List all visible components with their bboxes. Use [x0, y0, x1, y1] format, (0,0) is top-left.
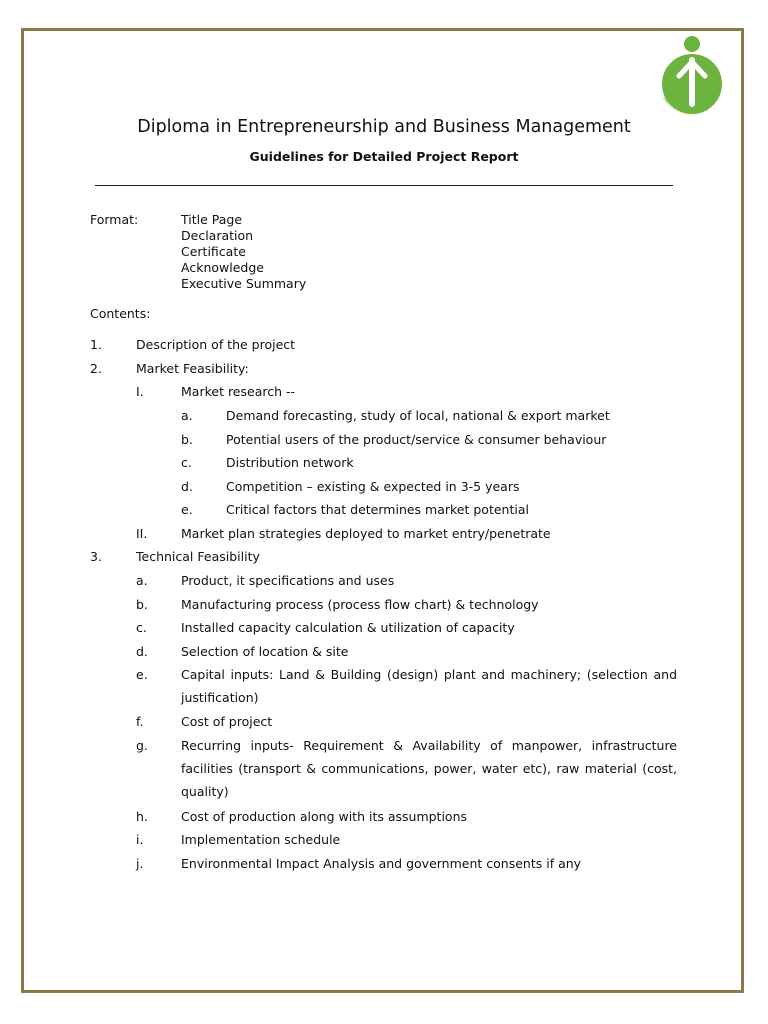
- item-text: Demand forecasting, study of local, national & export market: [226, 408, 610, 423]
- document-subtitle: Guidelines for Detailed Project Report: [249, 149, 519, 164]
- item-text: Critical factors that determines market potential: [226, 502, 529, 517]
- document-title: Diploma in Entrepreneurship and Business Management: [137, 117, 631, 137]
- item-letter: d.: [181, 479, 193, 494]
- item-letter: h.: [136, 809, 148, 824]
- item-text: Product, it specifications and uses: [181, 573, 395, 588]
- section-number: 2.: [90, 361, 102, 376]
- subsection-number: II.: [136, 526, 148, 541]
- item-letter: g.: [136, 738, 148, 753]
- item-text: Environmental Impact Analysis and government consents if any: [181, 856, 582, 871]
- item-text: Selection of location & site: [181, 644, 349, 659]
- item-text: Competition – existing & expected in 3-5 years: [226, 479, 520, 494]
- item-letter: a.: [181, 408, 193, 423]
- contents-label: Contents:: [90, 306, 151, 321]
- section-heading: Technical Feasibility: [136, 549, 260, 564]
- item-text: Implementation schedule: [181, 832, 341, 847]
- item-letter: c.: [136, 620, 147, 635]
- item-text: Installed capacity calculation & utilization of capacity: [181, 620, 515, 635]
- item-letter: i.: [136, 832, 144, 847]
- institute-logo: [652, 32, 732, 128]
- svg-text:उद्यमिता विकास संस्थान: उद्यमिता विकास संस्थान: [661, 95, 709, 117]
- item-letter: b.: [136, 597, 148, 612]
- subsection-text: Market plan strategies deployed to market entry/penetrate: [181, 526, 551, 541]
- item-text: Capital inputs: Land & Building (design) plant and machinery; (selection and justification): [181, 667, 677, 705]
- item-letter: e.: [136, 667, 148, 682]
- item-letter: b.: [181, 432, 193, 447]
- format-label: Format:: [90, 212, 139, 227]
- format-item: Certificate: [181, 244, 246, 259]
- item-letter: j.: [136, 856, 144, 871]
- section-number: 3.: [90, 549, 102, 564]
- title-rule: [95, 185, 673, 186]
- item-text: Potential users of the product/service & consumer behaviour: [226, 432, 607, 447]
- format-item: Title Page: [181, 212, 243, 227]
- section-heading: Market Feasibility:: [136, 361, 249, 376]
- format-item: Declaration: [181, 228, 254, 243]
- item-letter: e.: [181, 502, 193, 517]
- item-letter: a.: [136, 573, 148, 588]
- format-item: Executive Summary: [181, 276, 307, 291]
- item-text: Manufacturing process (process flow chart) & technology: [181, 597, 539, 612]
- section-heading: Description of the project: [136, 337, 296, 352]
- section-number: 1.: [90, 337, 102, 352]
- format-item: Acknowledge: [181, 260, 264, 275]
- item-text: Cost of production along with its assumptions: [181, 809, 468, 824]
- item-letter: c.: [181, 455, 192, 470]
- item-text: Cost of project: [181, 714, 273, 729]
- item-text: Distribution network: [226, 455, 354, 470]
- item-letter: d.: [136, 644, 148, 659]
- subsection-number: I.: [136, 384, 144, 399]
- subsection-text: Market research --: [181, 384, 296, 399]
- item-letter: f.: [136, 714, 144, 729]
- item-text: Recurring inputs- Requirement & Availability of manpower, infrastructure facilities (transport & communications, power, water etc), raw material (cost, quality): [181, 738, 677, 799]
